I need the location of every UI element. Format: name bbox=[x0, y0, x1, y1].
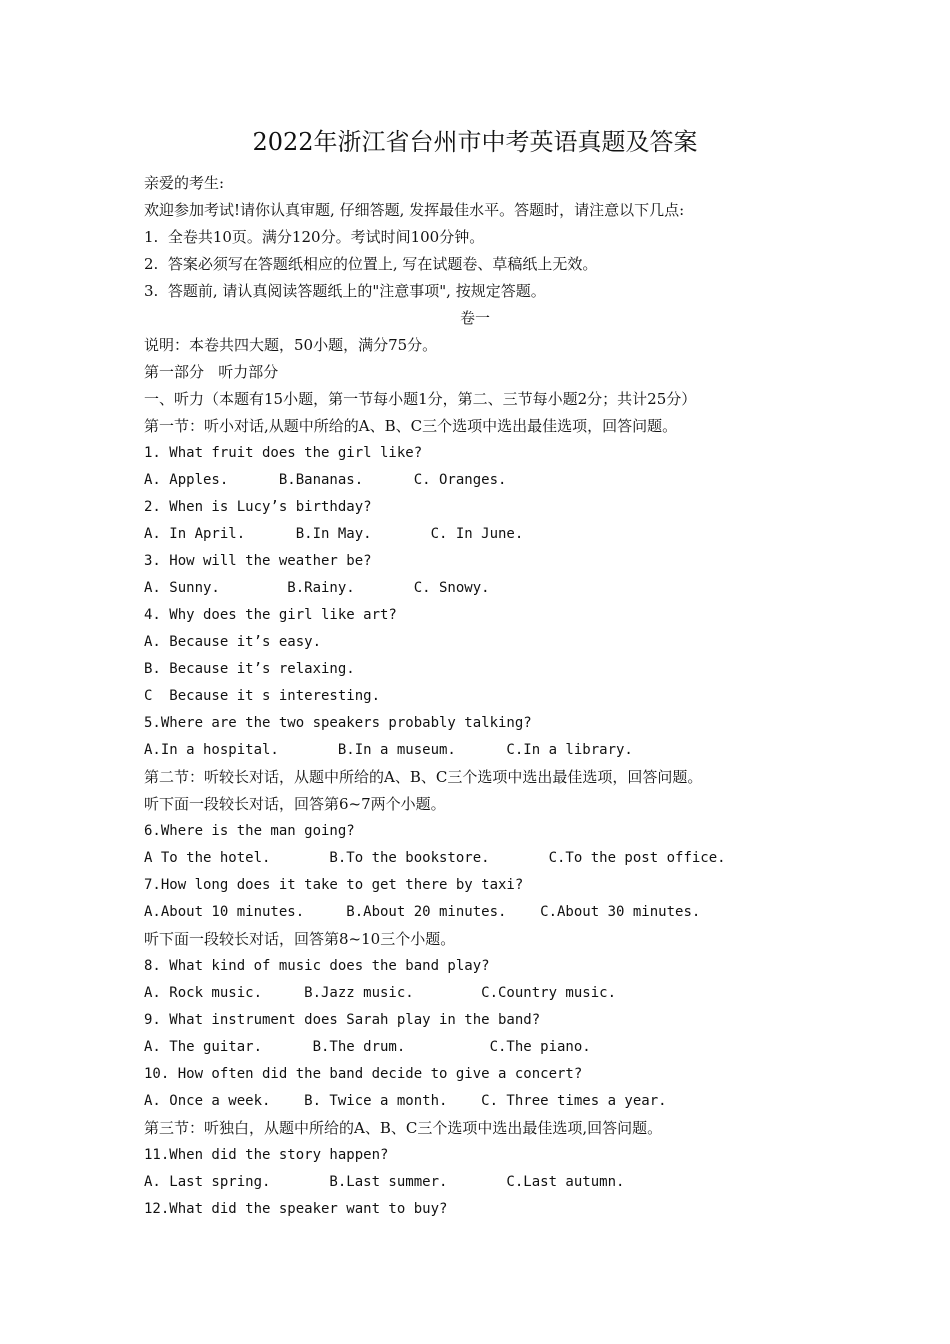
section-header: 一、听力（本题有15小题，第一节每小题1分，第二、三节每小题2分；共计25分） bbox=[144, 390, 697, 408]
question-10-options: A. Once a week. B. Twice a month. C. Three times a year. bbox=[144, 1093, 667, 1109]
question-9-options: A. The guitar. B.The drum. C.The piano. bbox=[144, 1039, 591, 1055]
section-2-instructions: 第二节：听较长对话，从题中所给的A、B、C三个选项中选出最佳选项，回答问题。 bbox=[144, 768, 703, 786]
question-1: 1. What fruit does the girl like? bbox=[144, 445, 423, 461]
question-4-option-b: B. Because it’s relaxing. bbox=[144, 661, 355, 677]
rule-1: 1. 全卷共10页。满分120分。考试时间100分钟。 bbox=[144, 228, 485, 246]
question-7: 7.How long does it take to get there by taxi? bbox=[144, 877, 524, 893]
volume-note: 说明：本卷共四大题，50小题，满分75分。 bbox=[144, 336, 438, 354]
question-2: 2. When is Lucy’s birthday? bbox=[144, 499, 372, 515]
question-4-option-c: C Because it s interesting. bbox=[144, 688, 381, 704]
question-5-options: A.In a hospital. B.In a museum. C.In a library. bbox=[144, 742, 633, 758]
question-8: 8. What kind of music does the band play? bbox=[144, 958, 490, 974]
dialogue-2-instructions: 听下面一段较长对话，回答第8~10三个小题。 bbox=[144, 930, 456, 948]
question-9: 9. What instrument does Sarah play in the band? bbox=[144, 1012, 541, 1028]
question-10: 10. How often did the band decide to give a concert? bbox=[144, 1066, 583, 1082]
question-4-option-a: A. Because it’s easy. bbox=[144, 634, 322, 650]
question-8-options: A. Rock music. B.Jazz music. C.Country music. bbox=[144, 985, 617, 1001]
question-5: 5.Where are the two speakers probably talking? bbox=[144, 715, 532, 731]
question-3: 3. How will the weather be? bbox=[144, 553, 372, 569]
question-12: 12.What did the speaker want to buy? bbox=[144, 1201, 448, 1217]
question-7-options: A.About 10 minutes. B.About 20 minutes. C.About 30 minutes. bbox=[144, 904, 701, 920]
dialogue-1-instructions: 听下面一段较长对话，回答第6~7两个小题。 bbox=[144, 795, 446, 813]
part-heading: 第一部分 听力部分 bbox=[144, 363, 279, 381]
rule-3: 3. 答题前, 请认真阅读答题纸上的"注意事项", 按规定答题。 bbox=[144, 282, 546, 300]
question-6: 6.Where is the man going? bbox=[144, 823, 355, 839]
greeting: 亲爱的考生: bbox=[144, 174, 225, 192]
page-title: 2022年浙江省台州市中考英语真题及答案 bbox=[252, 128, 698, 156]
welcome-text: 欢迎参加考试!请你认真审题, 仔细答题, 发挥最佳水平。答题时，请注意以下几点: bbox=[144, 201, 685, 219]
question-11-options: A. Last spring. B.Last summer. C.Last autumn. bbox=[144, 1174, 625, 1190]
section-3-instructions: 第三节：听独白，从题中所给的A、B、C三个选项中选出最佳选项,回答问题。 bbox=[144, 1119, 663, 1137]
question-2-options: A. In April. B.In May. C. In June. bbox=[144, 526, 524, 542]
question-6-options: A To the hotel. B.To the bookstore. C.To the post office. bbox=[144, 850, 726, 866]
section-1-instructions: 第一节：听小对话,从题中所给的A、B、C三个选项中选出最佳选项，回答问题。 bbox=[144, 417, 678, 435]
question-11: 11.When did the story happen? bbox=[144, 1147, 389, 1163]
volume-heading: 卷一 bbox=[459, 309, 490, 327]
question-3-options: A. Sunny. B.Rainy. C. Snowy. bbox=[144, 580, 490, 596]
rule-2: 2. 答案必须写在答题纸相应的位置上, 写在试题卷、草稿纸上无效。 bbox=[144, 255, 598, 273]
question-4: 4. Why does the girl like art? bbox=[144, 607, 397, 623]
question-1-options: A. Apples. B.Bananas. C. Oranges. bbox=[144, 472, 507, 488]
